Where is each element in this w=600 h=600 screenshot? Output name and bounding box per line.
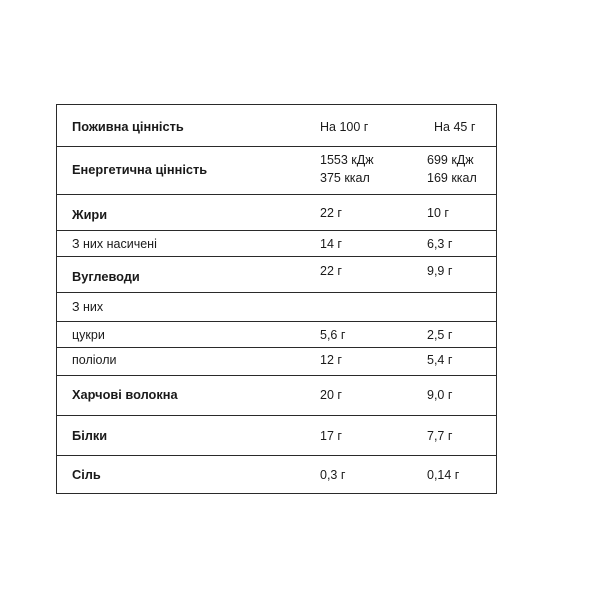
value-100g: 14 г [320,237,342,251]
row-label: Жири [72,207,108,222]
nutrition-facts-table [56,104,497,494]
value-serving: 0,14 г [427,468,460,482]
table-row-saturated [57,231,496,257]
value-serving: 6,3 г [427,237,453,251]
row-label: З них [72,300,104,314]
row-label: З них насичені [72,237,157,251]
row-label: цукри [72,328,105,342]
table-row-carbohydrates [57,257,496,293]
table-row-sugars [57,322,496,348]
table-row-fiber [57,376,496,416]
value-100g: 17 г [320,429,342,443]
header-per-serving: На 45 г [434,120,476,134]
value-serving: 7,7 г [427,429,453,443]
row-label: Енергетична цінність [72,162,208,177]
value-serving: 5,4 г [427,353,453,367]
value-100g: 22 г [320,264,342,278]
table-row-polyols [57,348,496,376]
value-100g: 22 г [320,206,342,220]
value-serving: 2,5 г [427,328,453,342]
value-100g: 12 г [320,353,342,367]
energy-kcal-serving: 169 ккал [427,171,477,185]
header-nutrient-label: Поживна цінність [72,119,184,134]
value-100g: 0,3 г [320,468,346,482]
energy-kj-100g: 1553 кДж [320,153,374,167]
table-row-of-which [57,293,496,322]
table-row-salt [57,456,496,493]
row-label: Харчові волокна [72,387,178,402]
row-label: поліоли [72,353,117,367]
value-100g: 20 г [320,388,342,402]
table-row-fat [57,195,496,231]
energy-kj-serving: 699 кДж [427,153,474,167]
row-label: Сіль [72,467,101,482]
table-header-row [57,105,496,147]
value-serving: 9,0 г [427,388,453,402]
value-100g: 5,6 г [320,328,346,342]
row-label: Білки [72,428,108,443]
table-row-energy [57,147,496,195]
value-serving: 9,9 г [427,264,453,278]
value-serving: 10 г [427,206,449,220]
energy-kcal-100g: 375 ккал [320,171,370,185]
row-label: Вуглеводи [72,269,140,284]
header-per-100g: На 100 г [320,120,369,134]
table-row-protein [57,416,496,456]
